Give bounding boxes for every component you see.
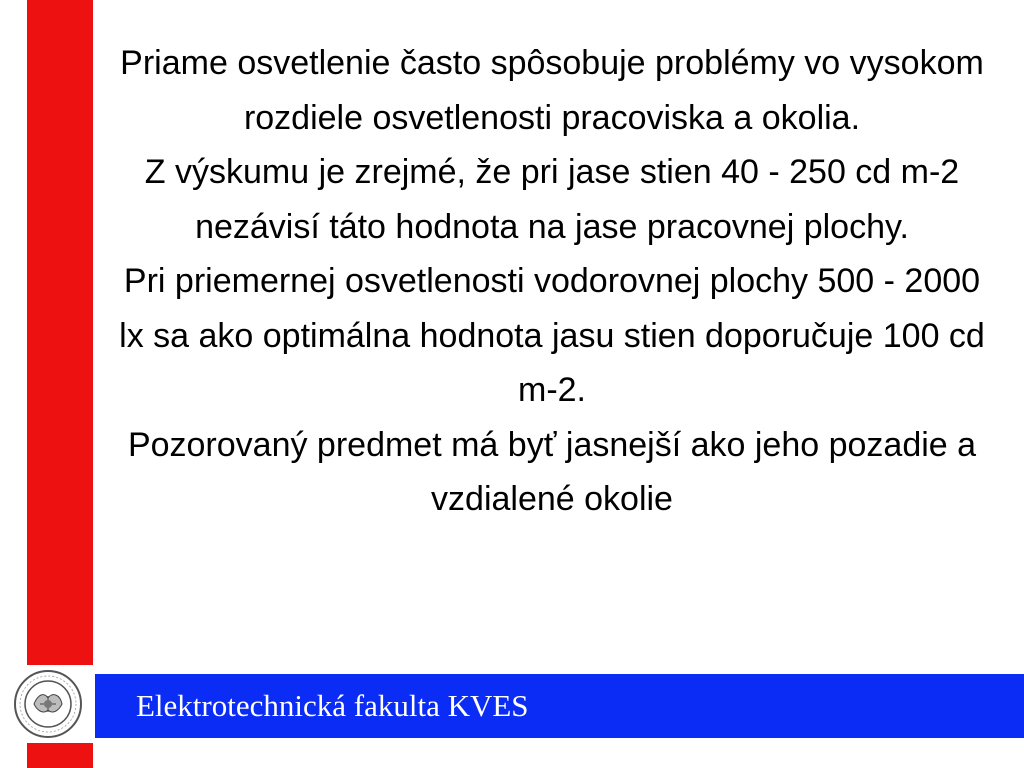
slide-body-text [107,36,997,527]
university-seal-icon [10,668,86,740]
paragraph-recommended-luminance: Pri priemernej osvetlenosti vodorovnej plochy 500 - 2000 lx sa ako optimálna hodnota jasu stien doporučuje 100 cd m-2. [119,262,985,409]
red-accent-bar [27,0,93,768]
paragraph-observed-object: Pozorovaný predmet má byť jasnejší ako jeho pozadie a vzdialené okolie [127,425,977,518]
footer-title: Elektrotechnická fakulta KVES [136,688,529,723]
paragraph-direct-lighting: Priame osvetlenie často spôsobuje problémy vo vysokom rozdiele osvetlenosti pracoviska a okolia. [120,44,984,137]
paragraph-research-finding: Z výskumu je zrejmé, že pri jase stien 40 - 250 cd m-2 nezávisí táto hodnota na jase pracovnej plochy. [144,153,960,246]
logo-container [0,665,95,743]
